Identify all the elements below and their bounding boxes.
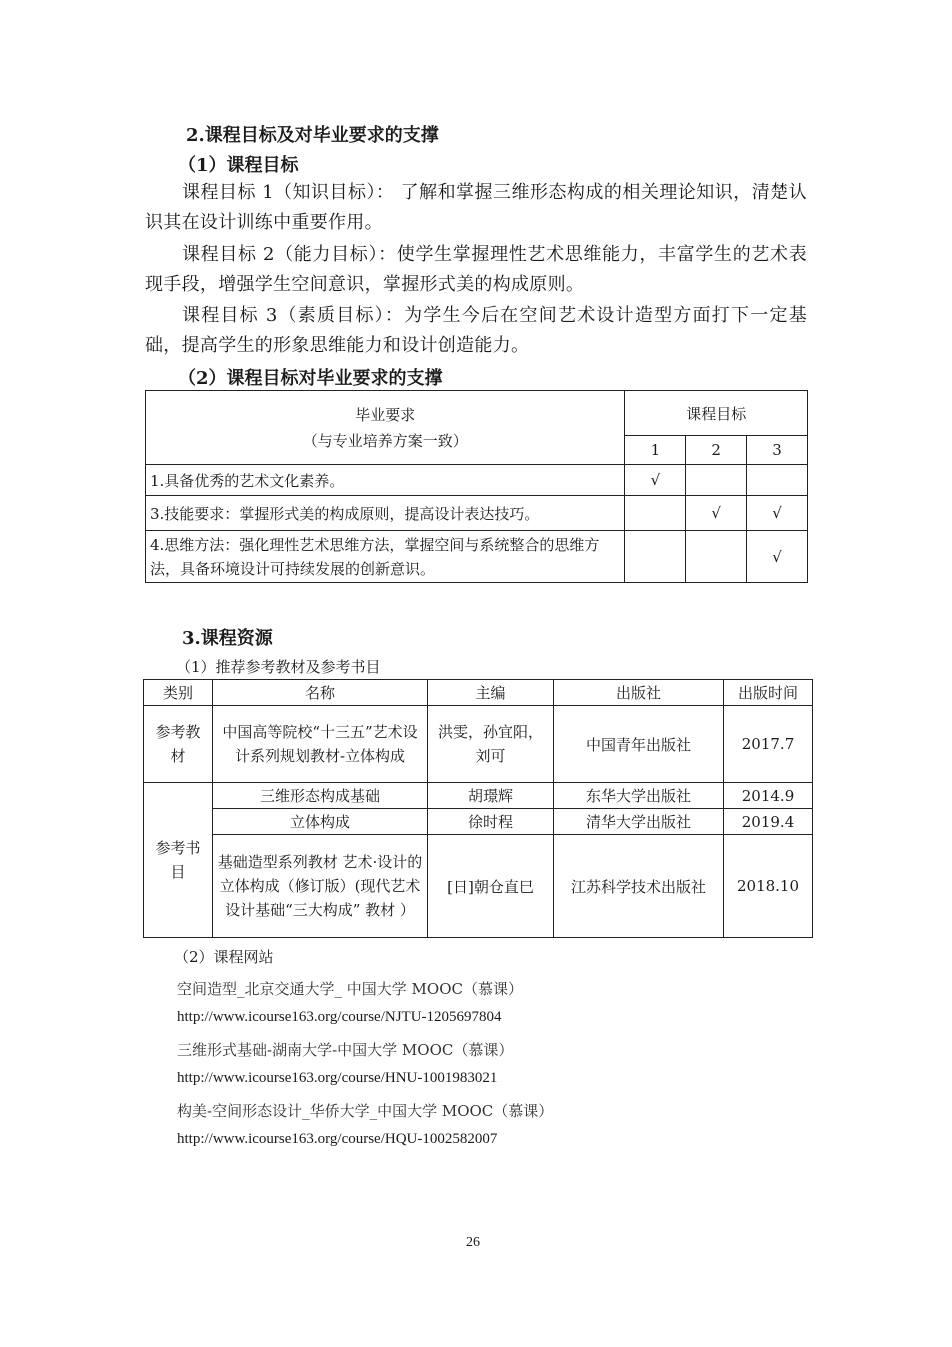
category-cell: 参考教材 xyxy=(144,706,213,783)
table-row xyxy=(144,706,813,783)
book-name: 中国高等院校“十三五”艺术设计系列规划教材-立体构成 xyxy=(213,706,428,783)
req-cell: 4.思维方法：强化理性艺术思维方法，掌握空间与系统整合的思维方法，具备环境设计可持续发展的创新意识。 xyxy=(146,531,625,583)
check-mark: √ xyxy=(625,465,686,496)
book-name: 立体构成 xyxy=(213,809,428,835)
col-header-year: 出版时间 xyxy=(724,680,813,706)
site-url-link[interactable]: http://www.icourse163.org/course/HQU-1002582007 xyxy=(177,1131,498,1147)
check-mark: √ xyxy=(747,496,808,531)
table-row xyxy=(144,835,813,938)
table-row xyxy=(146,531,808,583)
check-mark xyxy=(625,496,686,531)
book-publisher: 中国青年出版社 xyxy=(554,706,724,783)
goal-paragraph-3: 课程目标 3（素质目标）：为学生今后在空间艺术设计造型方面打下一定基础，提高学生的形象思维能力和设计创造能力。 xyxy=(145,305,807,356)
subsection-heading: （2）课程网站 xyxy=(174,948,274,966)
req-cell: 1.具备优秀的艺术文化素养。 xyxy=(146,465,625,496)
col-header-editor: 主编 xyxy=(428,680,554,706)
book-year: 2019.4 xyxy=(724,809,813,835)
book-name: 基础造型系列教材 艺术·设计的立体构成（修订版）(现代艺术设计基础“三大构成” 教材 ） xyxy=(213,835,428,938)
subsection-heading: （2）课程目标对毕业要求的支撑 xyxy=(178,368,443,389)
table-row xyxy=(146,496,808,531)
check-mark xyxy=(747,465,808,496)
page-number: 26 xyxy=(466,1235,480,1250)
goal-paragraph-2: 课程目标 2（能力目标）：使学生掌握理性艺术思维能力，丰富学生的艺术表现手段，增强学生空间意识，掌握形式美的构成原则。 xyxy=(145,244,807,295)
table-row xyxy=(146,465,808,496)
col-header-name: 名称 xyxy=(213,680,428,706)
table-row xyxy=(144,809,813,835)
goal-col-2: 2 xyxy=(686,436,747,465)
table-row xyxy=(144,783,813,809)
goal-col-1: 1 xyxy=(625,436,686,465)
section-heading: 3.课程资源 xyxy=(182,628,273,649)
site-title: 空间造型_北京交通大学_ 中国大学 MOOC（慕课） xyxy=(177,980,523,998)
book-editor: 徐时程 xyxy=(428,809,554,835)
site-url-link[interactable]: http://www.icourse163.org/course/NJTU-1205697804 xyxy=(177,1009,502,1025)
book-year: 2014.9 xyxy=(724,783,813,809)
check-mark: √ xyxy=(686,496,747,531)
book-editor: [日]朝仓直巳 xyxy=(428,835,554,938)
book-year: 2017.7 xyxy=(724,706,813,783)
book-year: 2018.10 xyxy=(724,835,813,938)
goal-header: 课程目标 xyxy=(625,391,808,436)
book-publisher: 江苏科学技术出版社 xyxy=(554,835,724,938)
book-publisher: 清华大学出版社 xyxy=(554,809,724,835)
site-title: 三维形式基础-湖南大学-中国大学 MOOC（慕课） xyxy=(177,1041,514,1059)
col-header-category: 类别 xyxy=(144,680,213,706)
col-header-publisher: 出版社 xyxy=(554,680,724,706)
req-header-line1: 毕业要求 xyxy=(355,405,416,424)
req-header-line2: （与专业培养方案一致） xyxy=(302,431,468,450)
category-cell: 参考书目 xyxy=(144,783,213,938)
goals-support-table xyxy=(145,390,808,583)
check-mark xyxy=(625,531,686,583)
site-url-link[interactable]: http://www.icourse163.org/course/HNU-1001983021 xyxy=(177,1070,498,1086)
book-name: 三维形态构成基础 xyxy=(213,783,428,809)
req-header-cell xyxy=(146,391,625,465)
section-heading: 2.课程目标及对毕业要求的支撑 xyxy=(186,125,439,146)
check-mark xyxy=(686,531,747,583)
book-editor: 胡璟辉 xyxy=(428,783,554,809)
book-publisher: 东华大学出版社 xyxy=(554,783,724,809)
check-mark xyxy=(686,465,747,496)
site-title: 构美-空间形态设计_华侨大学_中国大学 MOOC（慕课） xyxy=(177,1102,554,1120)
reference-books-table xyxy=(143,679,813,938)
book-editor: 洪雯，孙宜阳，刘可 xyxy=(428,706,554,783)
subsection-heading: （1）课程目标 xyxy=(178,155,299,176)
check-mark: √ xyxy=(747,531,808,583)
goal-paragraph-1: 课程目标 1（知识目标）： 了解和掌握三维形态构成的相关理论知识，清楚认识其在设计训练中重要作用。 xyxy=(145,182,807,233)
subsection-heading: （1）推荐参考教材及参考书目 xyxy=(176,658,381,676)
goal-col-3: 3 xyxy=(747,436,808,465)
req-cell: 3.技能要求：掌握形式美的构成原则，提高设计表达技巧。 xyxy=(146,496,625,531)
